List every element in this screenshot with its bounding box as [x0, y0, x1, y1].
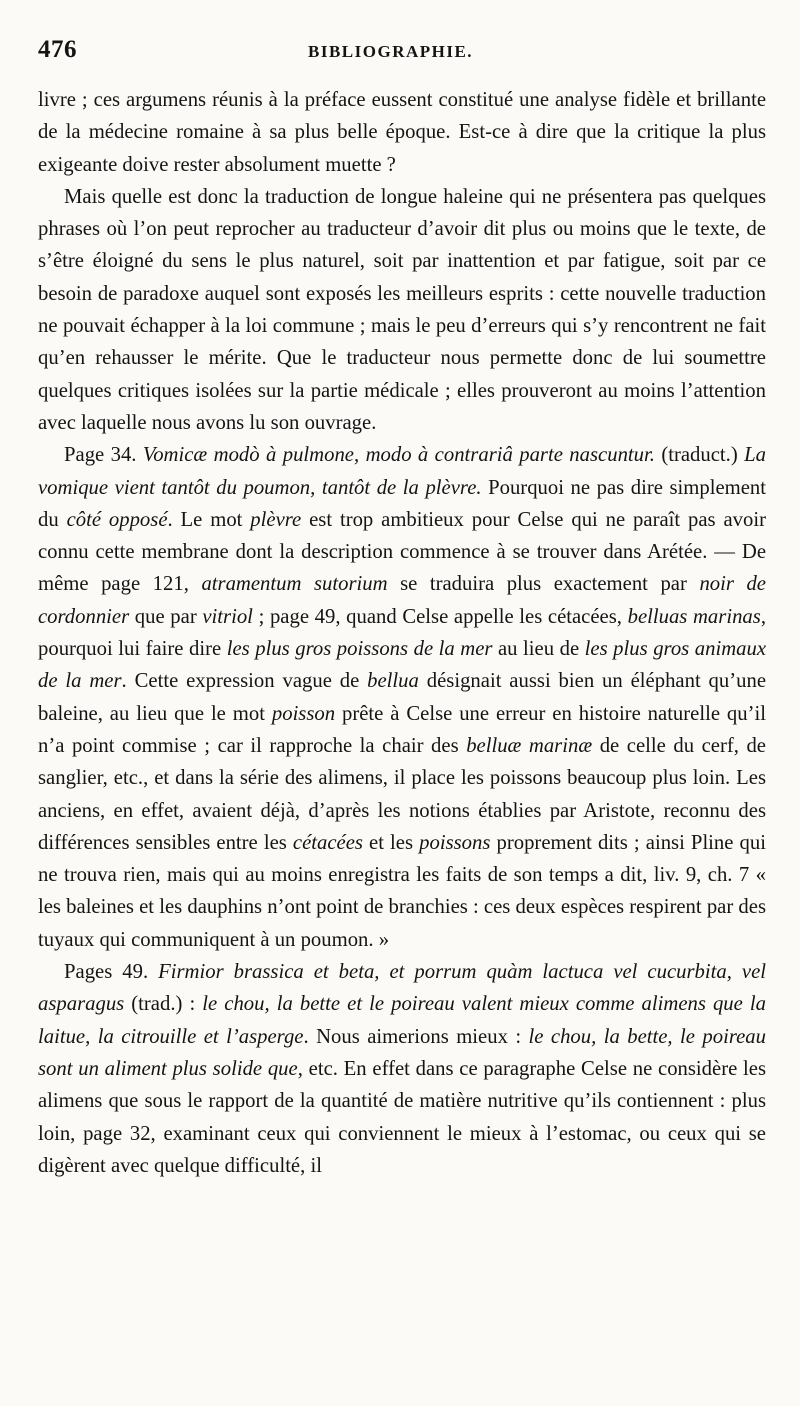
italic-text: bellua — [367, 670, 419, 693]
italic-text: belluæ marinæ — [466, 734, 593, 757]
text-run: Pages 49. — [64, 961, 159, 984]
text-run: (trad.) : — [124, 993, 203, 1016]
italic-text: atramentum sutorium — [201, 573, 388, 596]
italic-text: poisson — [271, 702, 336, 725]
italic-text: le chou, la bette, le poireau sont un aliment plus solide que — [38, 1025, 766, 1080]
italic-text: le chou, la bette et le poireau valent mieux comme alimens que la laitue, la citrouille et l’asperge — [38, 993, 766, 1048]
text-run: de celle du cerf, de sanglier, etc., et dans la série des alimens, il place les poissons beaucoup plus loin. Les anciens, en effet, avaient déjà, d’après les notions établies par Aristote, reconnu des différences sensibles entre les — [38, 734, 766, 854]
paragraph — [38, 84, 766, 181]
text-run: . Le mot — [167, 508, 251, 531]
text-run: au lieu de — [492, 638, 585, 661]
text-run: prête à Celse une erreur en histoire naturelle qu’il n’a point commise ; car il rapproche la chair des — [38, 702, 767, 757]
page-number: 476 — [38, 36, 77, 63]
italic-text: Vomicæ modò à pulmone, modo à contrariâ parte nascuntur. — [142, 444, 655, 467]
italic-text: noir de cordonnier — [38, 573, 766, 628]
text-run: désignait aussi bien un éléphant qu’une baleine, au lieu que le mot — [38, 670, 767, 725]
text-run: Page 34. — [64, 444, 143, 467]
text-run: . Nous aimerions mieux : — [303, 1025, 529, 1048]
italic-text: les plus gros animaux de la mer — [38, 638, 766, 693]
italic-text: poissons — [419, 831, 491, 854]
paragraph — [38, 439, 766, 956]
paragraph — [38, 181, 766, 439]
page-header — [38, 36, 766, 84]
text-run: proprement dits ; ainsi Pline qui ne trouva rien, mais qui au moins enregistra les faits de son temps a dit, liv. 9, ch. 7 « les baleines et les dauphins n’ont point de branchies : ces deux espèces respirent par des tuyaux qui communiquent à un poumon. » — [38, 831, 766, 951]
text-run: , pourquoi lui faire dire — [38, 605, 766, 661]
italic-text: La vomique vient tantôt du poumon, tantôt de la plèvre. — [38, 444, 766, 499]
body-text — [38, 84, 766, 1182]
text-run: que par — [129, 605, 203, 628]
italic-text: les plus gros poissons de la mer — [226, 638, 493, 661]
book-page — [38, 36, 766, 1182]
italic-text: côté opposé — [66, 508, 168, 531]
italic-text: plèvre — [250, 508, 302, 531]
text-run: est trop ambitieux pour Celse qui ne paraît pas avoir connu cette membrane dont la description commence à se trouver dans Arétée. — De même page 121, — [38, 508, 766, 596]
text-run: livre ; ces argumens réunis à la préface eussent constitué une analyse fidèle et brillante de la médecine romaine à sa plus belle époque. Est-ce à dire que la critique la plus exigeante doive rester absolument muette ? — [38, 89, 766, 176]
italic-text: vitriol — [202, 605, 253, 628]
italic-text: cétacées — [292, 831, 363, 854]
italic-text: Firmior brassica et beta, et porrum quàm lactuca vel cucurbita, vel asparagus — [38, 961, 766, 1016]
text-run: et les — [362, 831, 420, 854]
text-run: , etc. En effet dans ce paragraphe Celse ne considère les alimens que sous le rapport de la quantité de matière nutritive qu’ils contiennent : plus loin, page 32, examinant ceux qui conviennent le mieux à l’estomac, ou ceux qui se digèrent avec quelque difficulté, il — [38, 1057, 766, 1177]
text-run: Mais quelle est donc la traduction de longue haleine qui ne présentera pas quelques phrases où l’on peut reprocher au traducteur d’avoir dit plus ou moins que le texte, de s’être éloigné du sens le plus naturel, soit par inattention et par fatigue, soit par ce besoin de paradoxe auquel sont exposés les meilleurs esprits : cette nouvelle traduction ne pouvait échapper à la loi commune ; mais le peu d’erreurs qui s’y rencontrent ne fait qu’en rehausser le mérite. Que le traducteur nous permette donc de lui soumettre quelques critiques isolées sur la partie médicale ; elles prouveront au moins l’attention avec laquelle nous avons lu son ouvrage. — [38, 185, 766, 434]
text-run: (traduct.) — [654, 444, 745, 467]
text-run: Pourquoi ne pas dire simplement du — [38, 476, 767, 531]
running-title: BIBLIOGRAPHIE. — [308, 42, 474, 61]
text-run: se traduira plus exactement par — [387, 573, 700, 596]
paragraph — [38, 956, 766, 1182]
text-run: ; page 49, quand Celse appelle les cétacées, — [252, 605, 628, 628]
italic-text: belluas marinas — [627, 605, 761, 628]
text-run: . Cette expression vague de — [121, 670, 368, 693]
